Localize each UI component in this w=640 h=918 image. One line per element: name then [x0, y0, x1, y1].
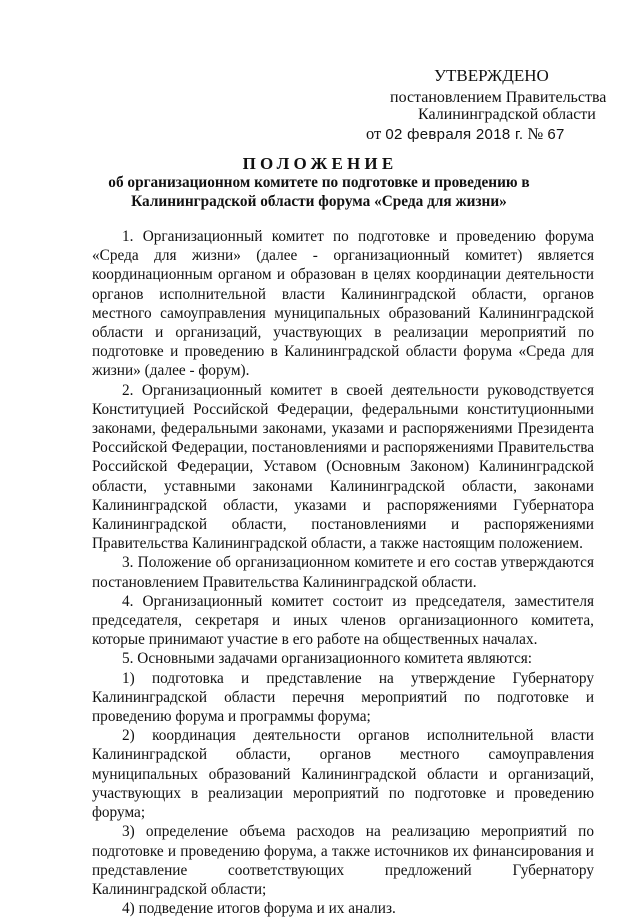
- approval-date-value: 02 февраля 2018 г.: [385, 126, 524, 143]
- document-title: ПОЛОЖЕНИЕ: [242, 154, 398, 173]
- task-item-1: 1) подготовка и представление на утверждение Губернатору Калининградской области перечня мероприятий по подготовке и проведению форума и программы форума;: [92, 669, 594, 726]
- approval-date-prefix: от: [366, 124, 382, 143]
- paragraph-3: 3. Положение об организационном комитете и его состав утверждаются постановлением Правительства Калининградской области.: [92, 554, 594, 591]
- approval-heading: УТВЕРЖДЕНО: [434, 66, 549, 85]
- paragraph-5: 5. Основными задачами организационного комитета являются:: [122, 650, 533, 668]
- approval-authority: постановлением Правительства: [390, 89, 607, 106]
- paragraph-2: 2. Организационный комитет в своей деятельности руководствуется Конституцией Российской Федерации, федеральными конституционными законами, федеральными законами, указами и распоряжениями Президента Российской Федерации, постановлениями и распоряжениями Правительства Российской Федерации, Уставом (Основным Законом) Калининградской области, уставными законами Калининградской области, законами Калининградской области, указами и распоряжениями Губернатора Калининградской области, постановлениями и распоряжениями Правительства Калининградской области, а также настоящим положением.: [92, 381, 594, 553]
- task-item-3: 3) определение объема расходов на реализацию мероприятий по подготовке и проведению форума, а также источников их финансирования и представление соответствующих предложений Губернатору Калининградской области;: [92, 823, 594, 898]
- task-item-4: 4) подведение итогов форума и их анализ.: [122, 900, 396, 918]
- task-item-2: 2) координация деятельности органов исполнительной власти Калининградской области, органов местного самоуправления муниципальных образований Калининградской области и организаций, участвующих в реализации мероприятий по подготовке и проведению форума;: [92, 727, 594, 822]
- paragraph-1: 1. Организационный комитет по подготовке и проведению форума «Среда для жизни» (далее - организационный комитет) является координационным органом и образован в целях координации деятельности органов исполнительной власти Калининградской области, органов местного самоуправления муниципальных образований Калининградской области и организаций, участвующих в реализации мероприятий по подготовке и проведению в Калининградской области форума «Среда для жизни» (далее - форум).: [92, 228, 594, 380]
- document-subtitle: об организационном комитете по подготовке и проведению в Калининградской области форума «Среда для жизни»: [108, 174, 530, 210]
- approval-date-line: [366, 125, 565, 145]
- approval-number-label: №: [527, 124, 544, 143]
- paragraph-4: 4. Организационный комитет состоит из председателя, заместителя председателя, секретаря и иных членов организационного комитета, которые принимают участие в его работе на общественных началах.: [92, 592, 594, 649]
- approval-number-value: 67: [547, 126, 565, 143]
- approval-region: Калининградской области: [418, 106, 596, 123]
- document-body: [92, 227, 594, 918]
